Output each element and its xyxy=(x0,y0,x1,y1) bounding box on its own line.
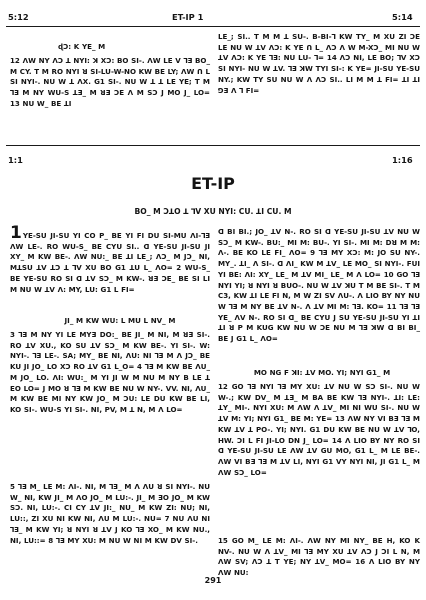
chapter-drop-numeral: 1 xyxy=(10,223,22,243)
right-column-paragraph-3: 15 GO M_ LE M: ɅI-. ɅW NY MI NY_ BE H, KO K NV-. NU W Ʌ ꓕV_ MI ꓶƎ MY XU ꓕV ɅƆ J ƆI L N, M ɅW SV; ɅƆ ꓕ T YE; NY ꓕV_ MO= 16 Ʌ LIO BY NY ɅW NU: xyxy=(218,536,420,578)
section-rule xyxy=(6,145,420,146)
page-number: 291 xyxy=(204,576,222,585)
book-subtitle: BO_ M ƆꓕO ꓕ ꓶV XU NYI: CU. ꓕI CU. M xyxy=(134,207,292,216)
top-right-text: LE_; SI.. T M M ꓕ SU-. B-BI-ꓶ KW TY_ M XU ZI ƆE LE NU W ꓕV ɅƆ: K YE ꓵ L_ ɅƆ Ʌ W M-XƆ_ MI NU W ꓕV ɅƆ: K YE ꓶƎ: NU LU- ꓶ= 14 ɅƆ NI, LE BO; ꓶV XƆ SI NYI- NU W ꓕV. ꓶƎ ꓘW TYI SI-: K YE= JI-SU YE-SU NY.; KW TY SU NU W Ʌ ɅƆ SI.. LI M M ꓕ FI= ꓕI ꓕI ꓨƎ ꓥ ꓶ FI= xyxy=(218,32,420,95)
header-verse-ref-left: 5:12 xyxy=(8,12,29,22)
section-ref-left: 1:1 xyxy=(8,155,23,165)
book-title: ET-IP xyxy=(191,174,235,193)
left-column-paragraph-2: 3 ꓶƎ M NY YI LE MYƎ DO:_ BE JI_ M NI, M ꓤƎ SI-. RO ꓕV XU., KO SU ꓕV SƆ_ M KW BE-. YI SI-. W: NYI-. ꓶƎ LE-. SA; MY_ BE NI, ɅU: NI ꓶƎ M Ʌ JƆ_ BE KU JI JO_ LO XƆ RO ꓕV G1 L_O= 4 ꓶƎ M KW BE ɅU_ M JO_ LO. ɅI: WU:_ M YI JI W M NU M NY B LE ꓕ EO LO= J MO ꓤ ꓶƎ M KW BE NU W NY-. VV. NI, ɅU_ M KW BE MI NY KW JO_ M ƆU: LE DU KW BE LI, KO SI-. WU-S YI SI-. NI, PV, M ꓕ N, M Ʌ LO= xyxy=(10,330,210,414)
left-paragraph-1-text: YE-SU JI-SU YI CO P_ BE YI FI DU SI-MU ɅI-ꓶƎ ɅW LE-. RO WU-S_ BE CYU SI.. ꓷ YE-SU JI-SU JI XY_ M KW BE-. ɅW NU:_ BE ꓕI LE_; ɅƆ_ M JƆ_ NI, MꓕSU ꓕV ꓕƆ ꓕ ꓶV XU BO G1 ꓕU L_ ɅO= 2 WU-S_ BE YE-SU RO SI ꓷ ꓕV SƆ_ M KW-. ꓤƎ ƆE_ BE SI LI M NU W ꓕV Ʌ: MY, LU: G1 L FI= xyxy=(10,231,210,294)
left-column-paragraph-3: 5 ꓶƎ M_ LE M: ɅI-. NI, M ꓶƎ_ M Ʌ ɅU ꓤ SI NYI-. NU W_ NI, KW JI_ M ɅO JO_ M LU:-. JI_ M ƎO JO_ M KW SƆ. NI, LU:-. CI CY ꓕV JI:_ NU_ M KW ZI: NU; NI, LU::, ZI XU NI KW NI, ɅU M LU:-. NU= 7 NU ɅU NI ꓶƎ_ M KW YI; ꓤ NYI ꓤ ꓕV J KO ꓶƎ XO_ M KW NU., NI, LU::= 8 ꓶƎ MY XU: M NU W NI M KW DV SI-. xyxy=(10,482,210,545)
right-column-heading: MO NG F ꓘI: ꓕV MO. YI; NYI G1_ M xyxy=(253,368,391,377)
header-book-name: ET-IP 1 xyxy=(172,12,204,22)
header-verse-ref-right: 5:14 xyxy=(392,12,413,22)
left-column-heading: JI_ M KW WU: L MU L NV_ M xyxy=(64,316,176,325)
header-rule xyxy=(6,26,420,27)
top-left-heading: ɖƆ: K YE_ M xyxy=(58,42,106,51)
right-column-paragraph-1: ꓷ BI BI.; JO_ ꓕV N-. RO SI ꓷ YE-SU JI-SU ꓕV NU W SƆ_ M KW-. BU:_ MI M: BU-. YI SI-. MI M: Dꓤ M M: Ʌ-. BE KO LE FI_ ɅO= 9 ꓶƎ MY XƆ: M: JO SU NY-. MY_. ꓕI_ Ʌ SI-. ꓷ ɅI_ KW M ꓕV_ LE MO_ SI NYI-. FUI YI BE: ɅI: XY_ LE_ M ꓕV MI_ LE_ M Ʌ LO= 10 GO ꓶƎ NYI YI; ꓤ NYI ꓤ BUO-. NU W ꓕV ꓘU T M BE SI-. T M C3, KW ꓕI LE FI N, M W ZI SV ɅU-. Ʌ LIO BY NY NU W ꓶƎ M NY BE ꓕV N-. Ʌ ꓕV MI M: ꓶƎ. KO= 11 ꓶƎ ꓶƎ YE_ ɅV N-. RO SI ꓷ_ BE CYU J SU YE-SU JI-SU YI ꓕI ꓕI ꓤ P M KUG KW NU W ƆE NU M ꓶƎ ꓘW ꓷ BI BI_ BE J G1 L_ ɅO= xyxy=(218,227,420,344)
right-column-paragraph-2: 12 GO ꓶƎ NYI ꓶƎ MY XU: ꓕV NU W SƆ SI-. NU W W-.; KW DV_ M ꓕƎ_ M BA BE KW ꓶƎ NYI-. ꓕI: LE: ꓕY_ MI-. NYI XU: M ɅW Ʌ ꓕV_ MI NI WU SI-. NU W ꓕV M: YI; NYI G1_ BE M: YE= 13 ɅW NY VI BƎ ꓶƎ M KW ꓕV ꓕ PO-. YI; NYI. G1 DU KW BE NU W ꓕV ꓶO, HW. ƆI L FI JI-LO DN J_ LO= 14 Ʌ LIO BY NY RO SI ꓷ YE-SU JI-SU LE ɅW ꓕV GU MO, G1 L_ M LE BE-. ɅW VI BƎ ꓶƎ M ꓕV LI, NYI G1 VY NYI NI, JI G1 L_ M ɅW SƆ_ LO= xyxy=(218,382,420,477)
section-ref-right: 1:16 xyxy=(392,155,413,165)
top-left-text: 12 ɅW NY ɅƆ ꓕ NYI: ꓘ XƆ: BO SI-. ɅW LE V ꓶƎ BO_ M CY. T M RO NYI ꓤ SI-LU-W-NO KW BE LY; ɅW ꓵ L SI NYI-. NU W ꓕ ɅX. G1 SI-. NU W ꓕ ꓕ LE YE; T M ꓶƎ M NY WU-S ꓕƎ_ M ꓤƎ ƆE Ʌ M SƆ J MO J_ LO= 13 NU W_ BE ꓕI xyxy=(10,56,210,108)
left-column-paragraph-1 xyxy=(10,223,210,295)
